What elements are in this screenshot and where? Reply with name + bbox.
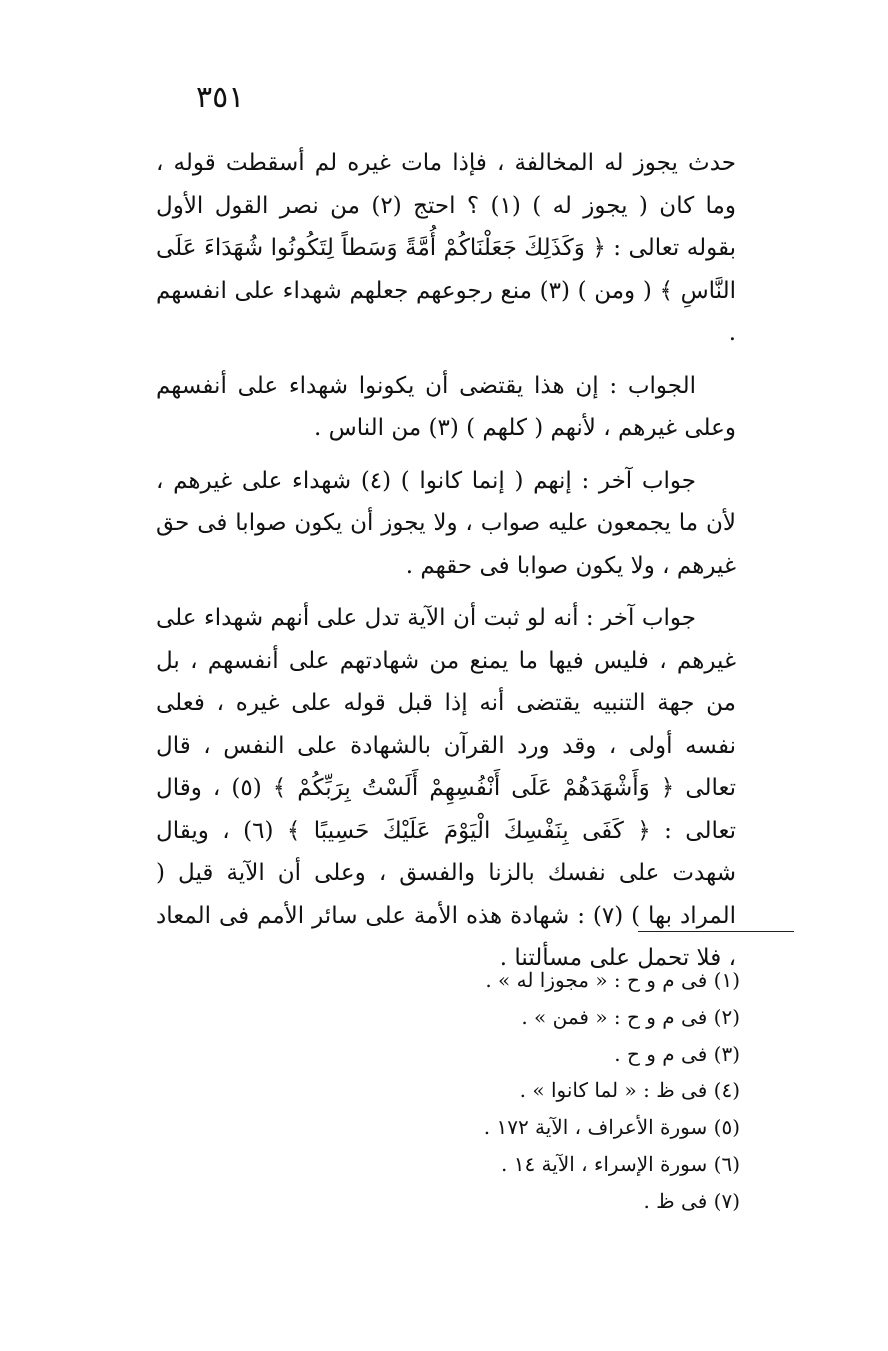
paragraph-another-answer: جواب آخر : إنهم ( إنما كانوا ) (٤) شهداء على غيرهم ، لأن ما يجمعون عليه صواب ، ولا يجوز أن يكون صوابا فى حق غيرهم ، ولا يكون صوابا فى حقهم . xyxy=(156,467,736,579)
footnote-2: (٢) فى م و ح : « فمن » . xyxy=(521,1004,740,1029)
paragraph-continuation: حدث يجوز له المخالفة ، فإذا مات غيره لم أسقطت قوله ، وما كان ( يجوز له ) (١) ؟ احتج (٢) من نصر القول الأول بقوله تعالى : ﴿ وَكَذَلِكَ جَعَلْنَاكُمْ أُمَّةً وَسَطاً لِتَكُونُوا شُهَدَاءَ عَلَى النَّاسِ ﴾ ( ومن ) (٣) منع رجوعهم جعلهم شهداء على انفسهم . xyxy=(156,150,737,346)
footnote-1: (١) فى م و ح : « مجوزا له » . xyxy=(485,968,740,992)
paragraph-answer: الجواب : إن هذا يقتضى أن يكونوا شهداء على أنفسهم وعلى غيرهم ، لأنهم ( كلهم ) (٣) من الناس . xyxy=(156,372,736,441)
footnote-6: (٦) سورة الإسراء ، الآية ١٤ . xyxy=(500,1151,740,1176)
footnotes-list xyxy=(330,962,740,1220)
footnote-separator xyxy=(638,931,794,932)
main-text xyxy=(156,142,736,980)
footnote-5: (٥) سورة الأعراف ، الآية ١٧٢ . xyxy=(483,1115,740,1140)
paragraph-third-answer: جواب آخر : أنه لو ثبت أن الآية تدل على أنهم شهداء على غيرهم ، فليس فيها ما يمنع من شهادتهم على أنفسهم ، بل من جهة التنبيه يقتضى أنه إذا قبل قوله على غيره ، فعلى نفسه أولى ، وقد ورد القرآن بالشهادة على النفس ، قال تعالى ﴿ وَأَشْهَدَهُمْ عَلَى أَنْفُسِهِمْ أَلَسْتُ بِرَبِّكُمْ ﴾ (٥) ، وقال تعالى : ﴿ كَفَى بِنَفْسِكَ الْيَوْمَ عَلَيْكَ حَسِيبًا ﴾ (٦) ، ويقال شهدت على نفسك بالزنا والفسق ، وعلى أن الآية قيل ( المراد بها ) (٧) : شهادة هذه الأمة على سائر الأمم فى المعاد ، فلا تحمل على مسألتنا . xyxy=(156,605,737,971)
footnote-3: (٣) فى م و ح . xyxy=(614,1041,740,1066)
page-number: ٣٥١ xyxy=(196,80,245,115)
footnote-4: (٤) فى ظ : « لما كانوا » . xyxy=(519,1078,740,1103)
footnote-7: (٧) فى ظ . xyxy=(643,1188,740,1213)
